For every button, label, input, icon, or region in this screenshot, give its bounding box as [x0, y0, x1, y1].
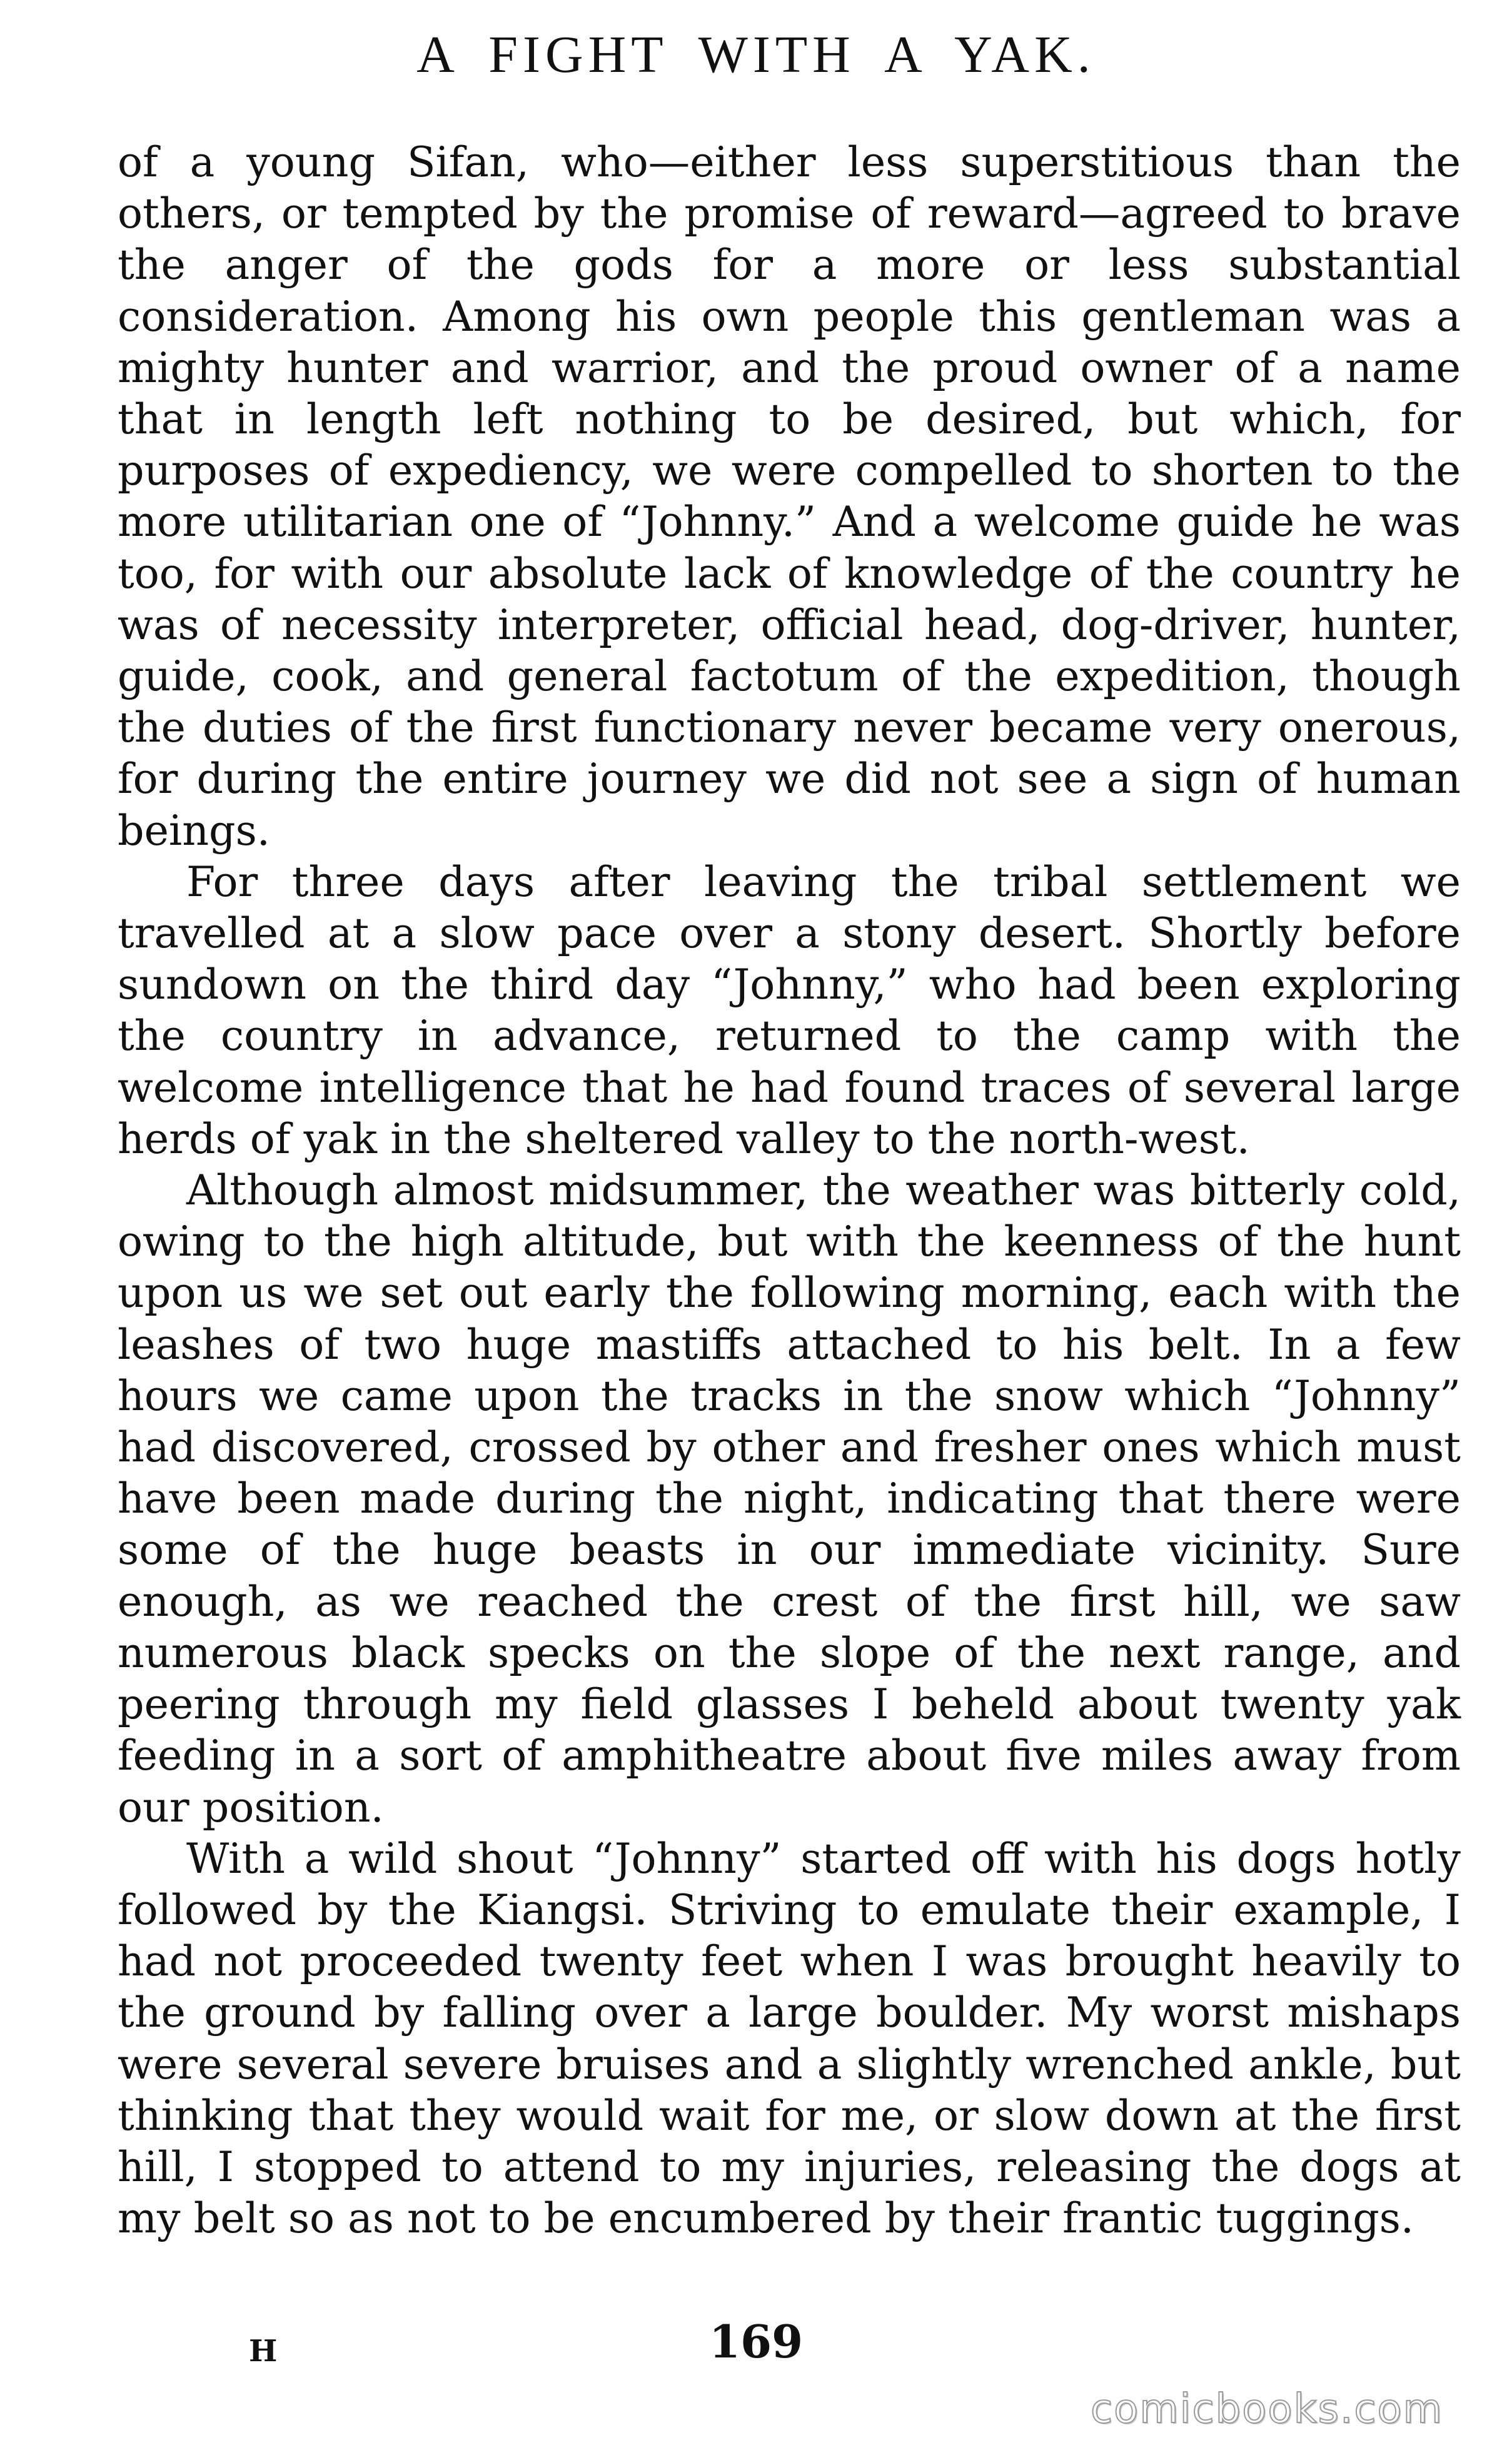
paragraph-continued: of a young Sifan, who—either less superstitious than the others, or tempted by the promise of reward—agreed to brave the anger of the gods for a more or less substantial consideration. Among his own people this gentleman was a mighty hunter and warrior, and the proud owner of a name that in length left nothing to be desired, but which, for purposes of expediency, we were compelled to shorten to the more utilitarian one of “Johnny.” And a welcome guide he was too, for with our absolute lack of knowledge of the country he was of necessity interpreter, official head, dog-driver, hunter, guide, cook, and general factotum of the expedition, though the duties of the first functionary never became very onerous, for during the entire journey we did not see a sign of human beings. [118, 138, 1461, 855]
watermark-text: comicbooks.com [1090, 2386, 1443, 2432]
running-head: A FIGHT WITH A YAK. [416, 26, 1096, 84]
paragraph-midsummer: Although almost midsummer, the weather was bitterly cold, owing to the high altitude, but with the keenness of the hunt upon us we set out early the following morning, each with the leashes of two huge mastiffs attached to his belt. In a few hours we came upon the tracks in the snow which “Johnny” had discovered, crossed by other and fresher ones which must have been made during the night, indicating that there were some of the huge beasts in our immediate vicinity. Sure enough, as we reached the crest of the first hill, we saw numerous black specks on the slope of the next range, and peering through my field glasses I beheld about twenty yak feeding in a sort of amphitheatre about five miles away from our position. [118, 1166, 1461, 1832]
page-number: 169 [708, 2315, 804, 2368]
paragraph-wild-shout: With a wild shout “Johnny” started off with his dogs hotly followed by the Kiangsi. Striving to emulate their example, I had not proceeded twenty feet when I was brought heavily to the ground by falling over a large boulder. My worst mishaps were several severe bruises and a slightly wrenched ankle, but thinking that they would wait for me, or slow down at the first hill, I stopped to attend to my injuries, releasing the dogs at my belt so as not to be encumbered by their frantic tuggings. [118, 1833, 1461, 2243]
body-text [118, 136, 1461, 2244]
signature-mark: H [249, 2334, 278, 2369]
paragraph-three-days: For three days after leaving the tribal settlement we travelled at a slow pace over a stony desert. Shortly before sundown on the third day “Johnny,” who had been exploring the country in advance, returned to the camp with the welcome intelligence that he had found traces of several large herds of yak in the sheltered valley to the north-west. [118, 857, 1461, 1163]
